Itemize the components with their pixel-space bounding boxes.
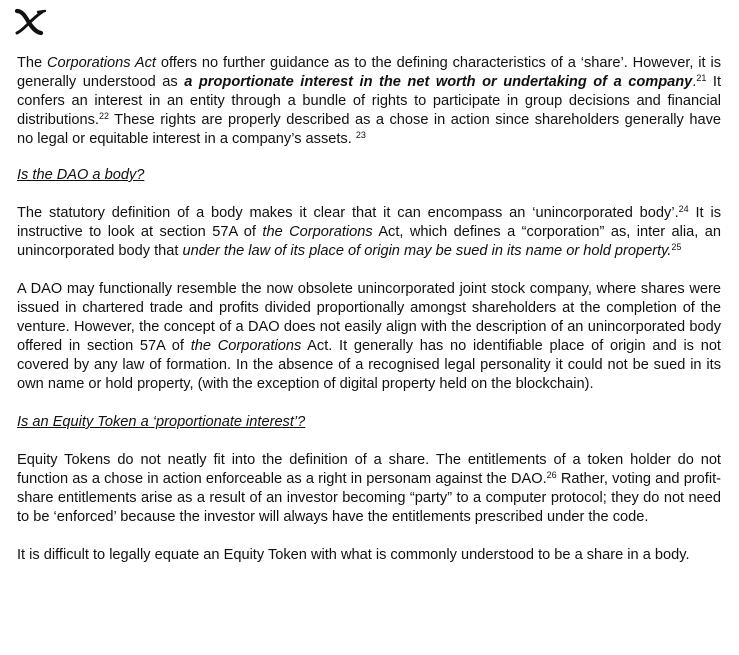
section-heading-equity-token: Is an Equity Token a ‘proportionate interest’? (17, 414, 306, 430)
paragraph-statutory-definition: The statutory definition of a body makes it clear that it can encompass an ‘unincorporated body’.$^{24}$ It is instructive to look at section 57A of the Corporations Act, which defines a “corporation” as, inter alia, an unincorporated body that under the law of its place of origin may be sued in its name or hold property.$^{25}$ (17, 204, 721, 259)
emphasis-proportionate-interest: a proportionate interest in the net worth or undertaking of a company (184, 74, 693, 90)
footnote-ref-24[interactable]: 24 (678, 204, 689, 214)
paragraph-conclusion: It is difficult to legally equate an Equity Token with what is commonly understood to be a share in a body. (17, 547, 690, 563)
footnote-ref-26[interactable]: 26 (546, 470, 557, 480)
footnote-ref-22[interactable]: 22 (98, 111, 109, 121)
paragraph-share-definition: The Corporations Act offers no further guidance as to the defining characteristics of a ‘share’. However, it is generally understood as a proportionate interest in the net worth or undertaking of a company.$^{21}$ It confers an interest in an entity through a bundle of rights to participate in group decisions and financial distributions.$^{22}$ These rights are properly described as a chose in action since shareholders generally have no legal or equitable interest in a company’s assets. $^{23}$ (17, 55, 721, 147)
footnote-ref-21[interactable]: 21 (696, 73, 707, 83)
document-body (17, 54, 721, 584)
footnote-ref-25[interactable]: 25 (671, 242, 682, 252)
brand-x-logo-icon (14, 8, 48, 36)
paragraph-equity-tokens: Equity Tokens do not neatly fit into the definition of a share. The entitlements of a token holder do not function as a chose in action enforceable as a right in personam against the DAO.$^{26}$ Rather, voting and profit-share entitlements arise as a result of an investor becoming “party” to a computer protocol; they do not need to be ‘enforced’ because the investor will always have the entitlements prescribed under the code. (17, 452, 721, 525)
paragraph-dao-resemblance: A DAO may functionally resemble the now obsolete unincorporated joint stock company, where shares were issued in chartered trade and profits divided proportionally amongst shareholders at the completion of the venture. However, the concept of a DAO does not easily align with the description of an unincorporated body offered in section 57A of the Corporations Act. It generally has no identifiable place of origin and is not covered by any law of formation. In the absence of a recognised legal personality it could not be sued in its own name or hold property, (with the exception of digital property held on the blockchain). (17, 281, 721, 392)
footnote-ref-23[interactable]: 23 (355, 130, 366, 140)
section-heading-dao-body: Is the DAO a body? (17, 167, 145, 183)
